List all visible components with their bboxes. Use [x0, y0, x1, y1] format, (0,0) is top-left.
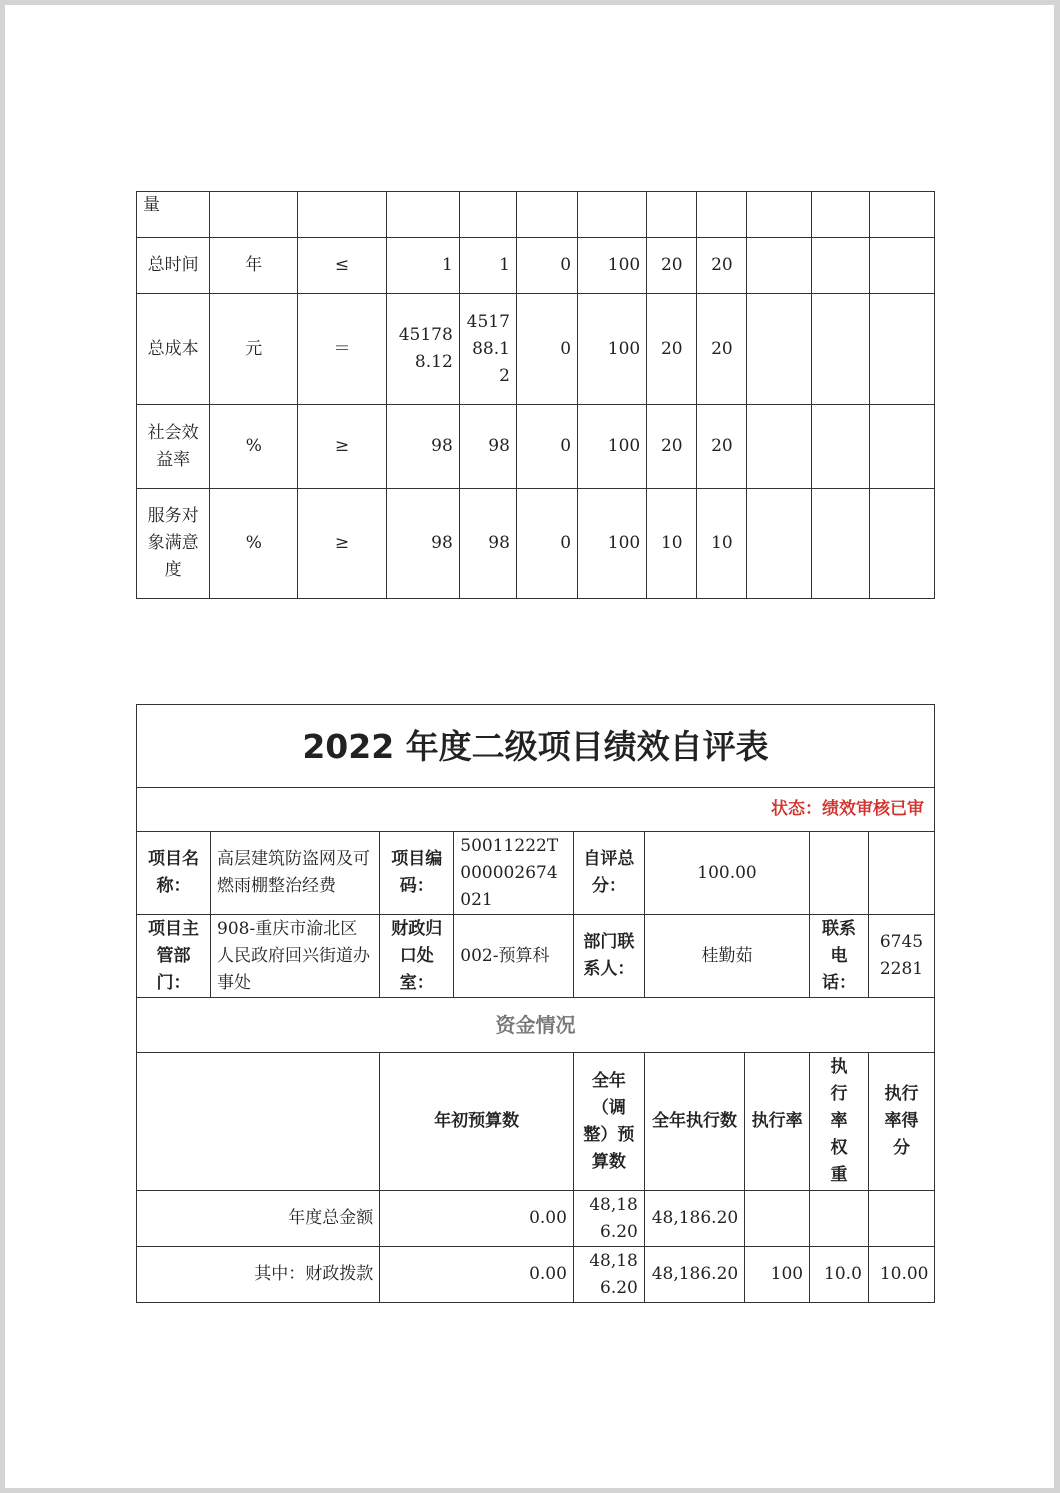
contact-label: 部门联系人： — [573, 915, 644, 998]
weight-cell: 20 — [647, 405, 697, 489]
unit-cell: 元 — [210, 294, 298, 405]
table-row — [137, 238, 935, 294]
initial-budget-cell: 0.00 — [380, 1191, 574, 1247]
score-cell: 20 — [697, 238, 747, 294]
document-page — [5, 5, 1054, 1488]
exec-rate-cell — [745, 1191, 810, 1247]
table-row — [137, 489, 935, 599]
department-value: 908-重庆市渝北区人民政府回兴街道办事处 — [211, 915, 380, 998]
actual-cell: 98 — [459, 405, 516, 489]
unit-cell: 年 — [210, 238, 298, 294]
operator-cell: ＝ — [298, 294, 386, 405]
weight-cell: 10 — [647, 489, 697, 599]
exec-rate-cell: 100 — [745, 1247, 810, 1303]
initial-budget-cell: 0.00 — [380, 1247, 574, 1303]
deviation-cell: 0 — [516, 489, 577, 599]
weight-cell: 20 — [647, 294, 697, 405]
contact-value: 桂勤茹 — [644, 915, 809, 998]
operator-cell: ≥ — [298, 405, 386, 489]
exec-score-column — [868, 1053, 934, 1303]
finance-office-value: 002-预算科 — [454, 915, 574, 998]
score-cell: 10 — [697, 489, 747, 599]
exec-weight-cell: 10.0 — [810, 1247, 869, 1303]
indicator-cell: 社会效益率 — [137, 405, 210, 489]
executed-header: 全年执行数 — [644, 1053, 744, 1191]
executed-cell: 48,186.20 — [644, 1247, 744, 1303]
indicator-cell: 量 — [137, 192, 210, 238]
adjusted-budget-cell: 48,186.20 — [573, 1247, 644, 1303]
table-row — [137, 294, 935, 405]
actual-cell: 451788.12 — [459, 294, 516, 405]
deviation-cell: 0 — [516, 405, 577, 489]
exec-score-cell: 10.00 — [879, 1264, 929, 1284]
indicator-cell: 总时间 — [137, 238, 210, 294]
unit-cell: % — [210, 489, 298, 599]
exec-score-cell — [868, 1191, 934, 1247]
self-score-value: 100.00 — [644, 832, 809, 915]
department-label: 项目主管部门： — [137, 915, 211, 998]
score-cell: 20 — [697, 294, 747, 405]
exec-score-header: 执行率得分 — [884, 1084, 919, 1158]
project-code-label: 项目编码： — [380, 832, 454, 915]
adjusted-budget-header: 全年（调整）预算数 — [573, 1053, 644, 1191]
funds-section-title: 资金情况 — [137, 998, 935, 1053]
deviation-cell: 0 — [516, 294, 577, 405]
target-cell: 451788.12 — [386, 294, 459, 405]
operator-cell: ≥ — [298, 489, 386, 599]
project-name-label: 项目名称： — [137, 832, 211, 915]
table-row — [137, 192, 935, 238]
actual-cell: 98 — [459, 489, 516, 599]
performance-indicator-table — [136, 191, 935, 599]
phone-value: 67452281 — [868, 915, 934, 998]
form-title: 2022 年度二级项目绩效自评表 — [137, 705, 935, 788]
actual-cell: 1 — [459, 238, 516, 294]
target-cell: 98 — [386, 405, 459, 489]
indicator-cell: 总成本 — [137, 294, 210, 405]
table-row — [137, 405, 935, 489]
self-evaluation-form — [136, 704, 935, 1303]
phone-label: 联系电话： — [810, 915, 869, 998]
executed-cell: 48,186.20 — [644, 1191, 744, 1247]
unit-cell: % — [210, 405, 298, 489]
weight-cell: 20 — [647, 238, 697, 294]
exec-rate-header: 执行率 — [745, 1053, 810, 1191]
score-rate-cell: 100 — [578, 489, 647, 599]
deviation-cell: 0 — [516, 238, 577, 294]
funds-header-row — [137, 1053, 935, 1191]
score-rate-cell: 100 — [578, 238, 647, 294]
department-info-row — [137, 915, 935, 998]
adjusted-budget-cell: 48,186.20 — [573, 1191, 644, 1247]
table-row — [137, 1191, 935, 1247]
score-rate-cell: 100 — [578, 294, 647, 405]
operator-cell: ≤ — [298, 238, 386, 294]
funds-row-label: 其中：财政拨款 — [137, 1247, 380, 1303]
project-info-row — [137, 832, 935, 915]
score-rate-cell: 100 — [578, 405, 647, 489]
finance-office-label: 财政归口处室： — [380, 915, 454, 998]
target-cell: 98 — [386, 489, 459, 599]
exec-weight-cell — [810, 1191, 869, 1247]
target-cell: 1 — [386, 238, 459, 294]
project-code-value: 50011222T000002674021 — [454, 832, 574, 915]
score-cell: 20 — [697, 405, 747, 489]
indicator-cell: 服务对象满意度 — [137, 489, 210, 599]
status-badge: 状态：绩效审核已审 — [137, 788, 935, 832]
self-score-label: 自评总分： — [573, 832, 644, 915]
initial-budget-header: 年初预算数 — [380, 1053, 574, 1191]
table-row — [137, 1247, 935, 1303]
funds-row-label: 年度总金额 — [137, 1191, 380, 1247]
exec-weight-header: 执行率权重 — [810, 1053, 869, 1191]
project-name-value: 高层建筑防盗网及可燃雨棚整治经费 — [211, 832, 380, 915]
